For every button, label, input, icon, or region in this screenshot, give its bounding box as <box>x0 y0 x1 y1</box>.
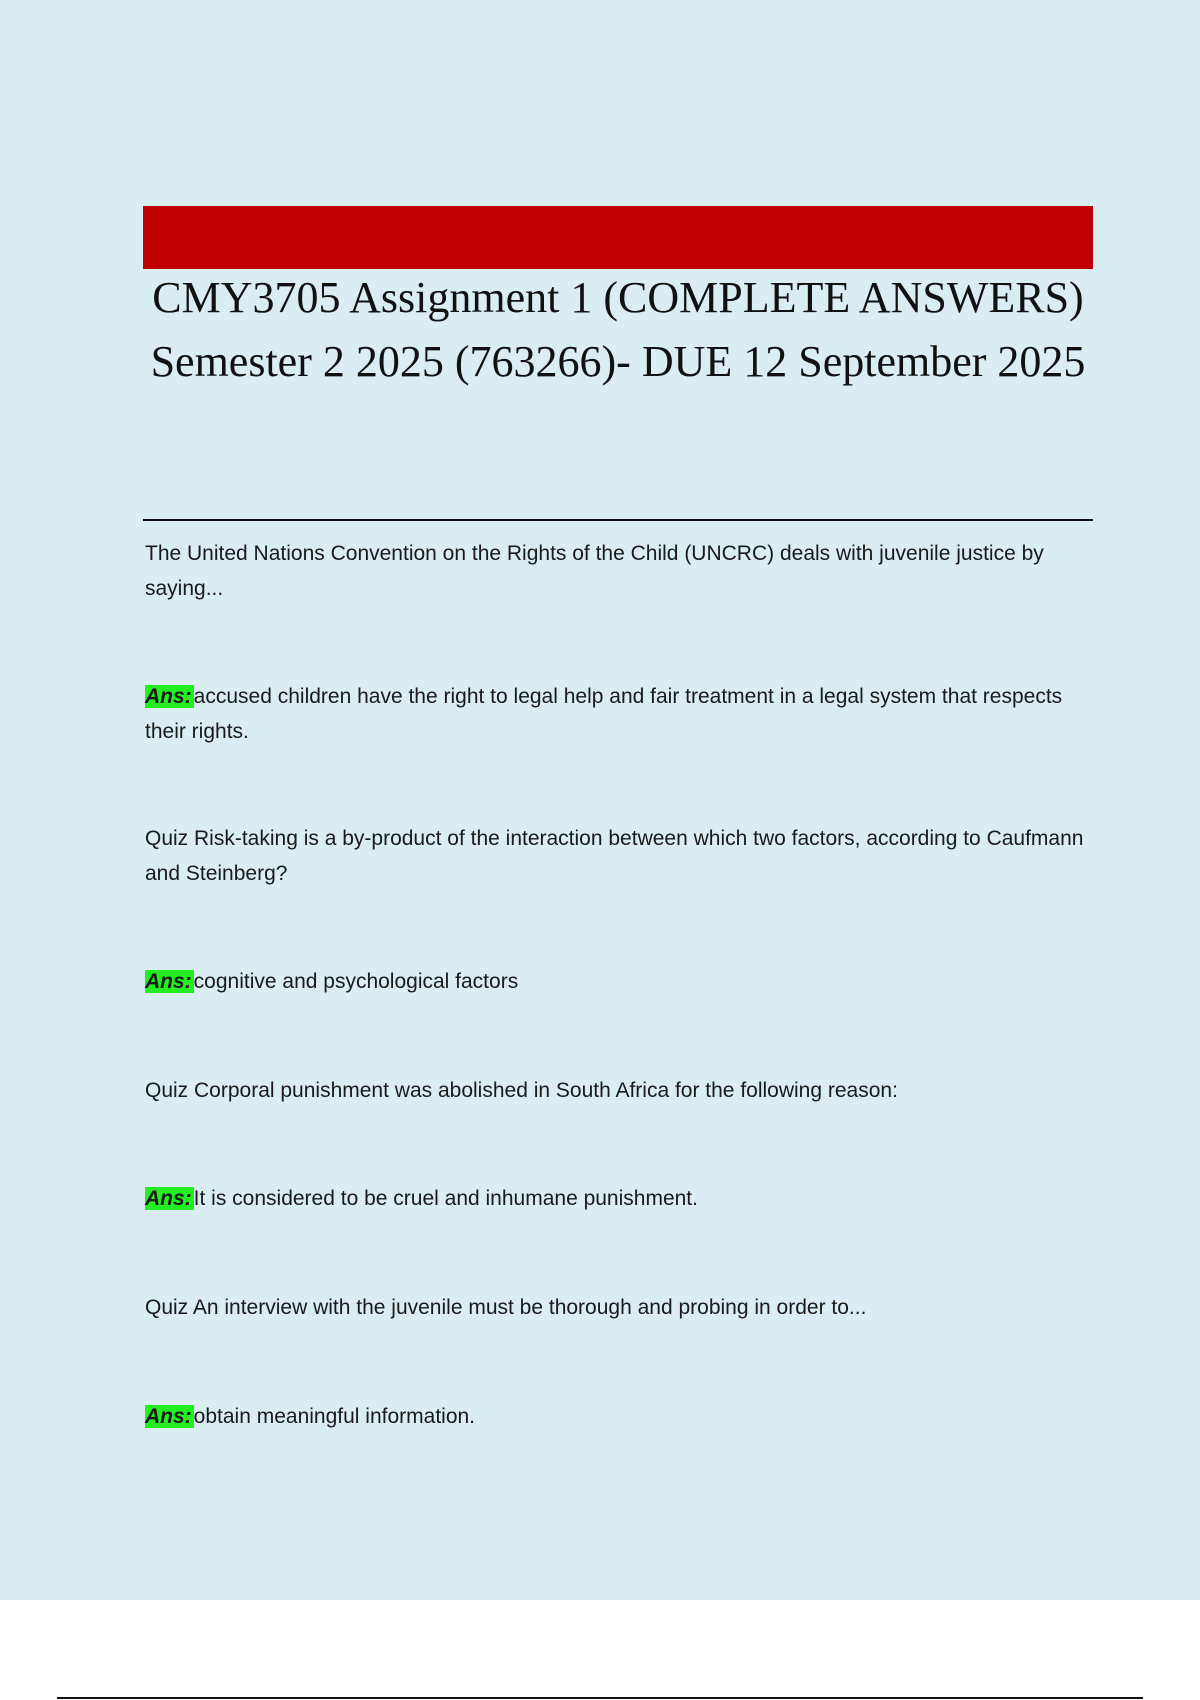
question-2: Quiz Risk-taking is a by-product of the interaction between which two factors, according to Caufmann and Steinberg? <box>145 827 1084 885</box>
answer-1 <box>145 679 1090 749</box>
title-banner <box>143 206 1093 269</box>
document-title: CMY3705 Assignment 1 (COMPLETE ANSWERS) Semester 2 2025 (763266)- DUE 12 September 2025 <box>150 273 1086 386</box>
answer-label: Ans: <box>145 1405 192 1428</box>
answer-text: accused children have the right to legal help and fair treatment in a legal system that respects their rights. <box>145 685 1063 743</box>
answer-2 <box>145 964 1090 999</box>
question-1: The United Nations Convention on the Rights of the Child (UNCRC) deals with juvenile justice by saying... <box>145 542 1044 600</box>
answer-4 <box>145 1399 1090 1434</box>
answer-label: Ans: <box>145 970 192 993</box>
answer-text: obtain meaningful information. <box>193 1405 476 1428</box>
answer-label: Ans: <box>145 1187 192 1210</box>
answer-text: cognitive and psychological factors <box>193 970 519 993</box>
footer-divider <box>57 1697 1143 1699</box>
answer-text: It is considered to be cruel and inhumane punishment. <box>193 1187 698 1210</box>
question-4: Quiz An interview with the juvenile must be thorough and probing in order to... <box>145 1296 867 1319</box>
title-divider <box>143 519 1093 521</box>
answer-label: Ans: <box>145 685 192 708</box>
question-3: Quiz Corporal punishment was abolished in South Africa for the following reason: <box>145 1079 898 1102</box>
answer-3 <box>145 1181 1090 1216</box>
